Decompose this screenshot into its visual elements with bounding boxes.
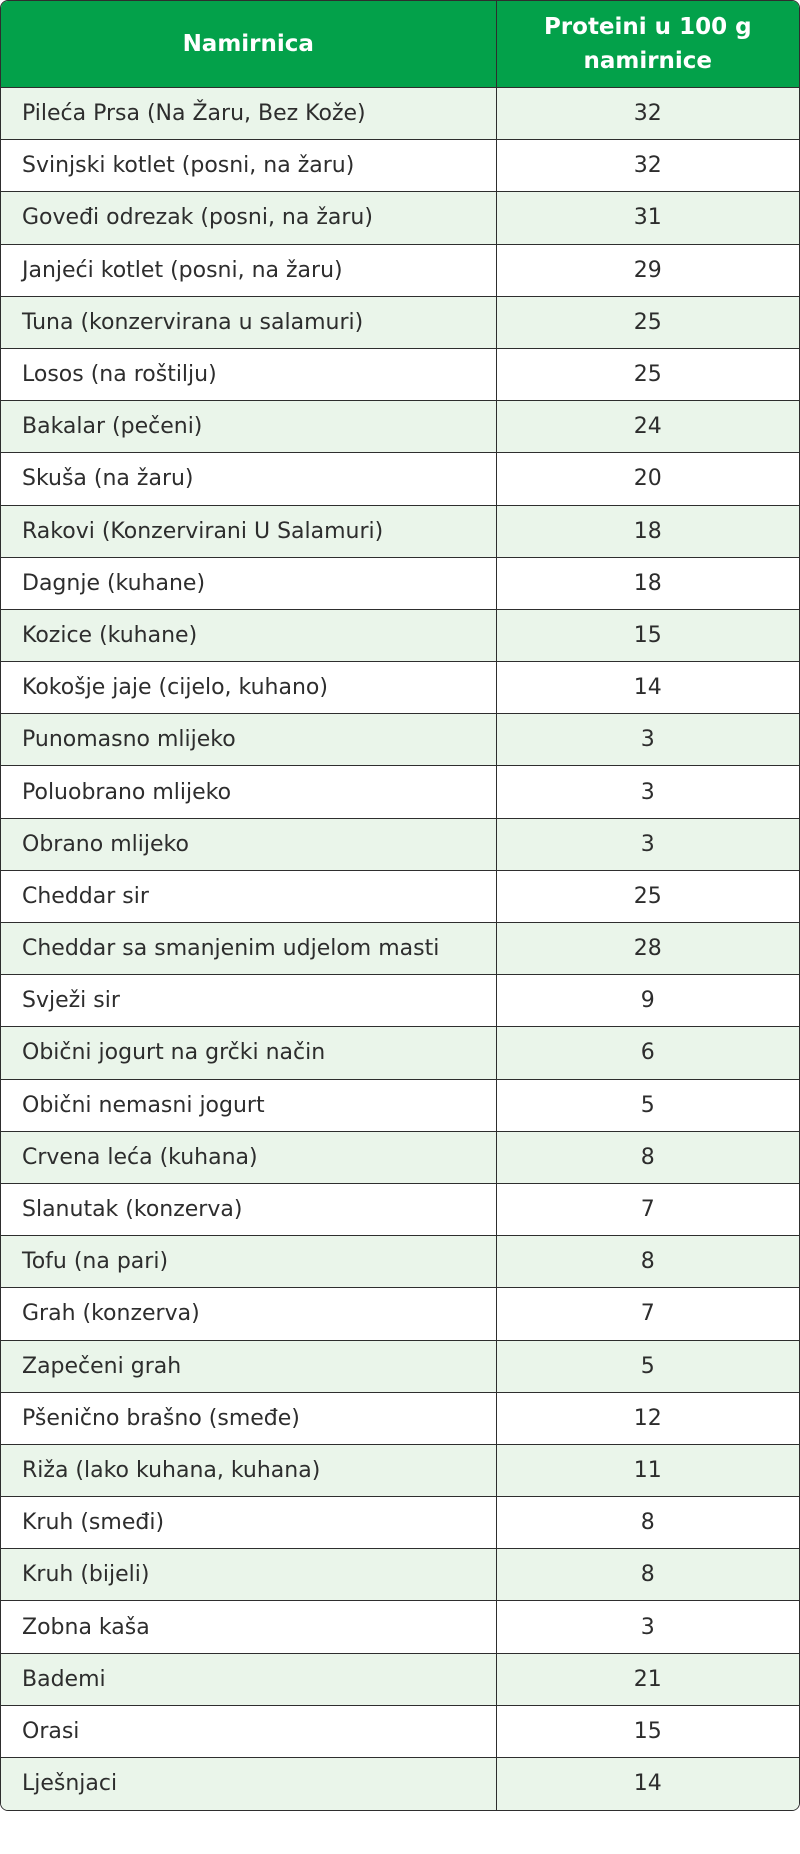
- food-name-cell: Kruh (smeđi): [1, 1497, 496, 1549]
- protein-value-cell: 5: [496, 1340, 799, 1392]
- food-name-cell: Tofu (na pari): [1, 1236, 496, 1288]
- protein-table-grid: [1, 1, 799, 1810]
- protein-value-cell: 24: [496, 401, 799, 453]
- table-row: [1, 140, 799, 192]
- table-header: [1, 1, 799, 88]
- protein-value-cell: 18: [496, 557, 799, 609]
- food-name-cell: Bademi: [1, 1653, 496, 1705]
- table-row: [1, 505, 799, 557]
- food-name-cell: Svježi sir: [1, 975, 496, 1027]
- food-name-cell: Cheddar sir: [1, 870, 496, 922]
- food-name-cell: Lješnjaci: [1, 1758, 496, 1810]
- table-row: [1, 766, 799, 818]
- food-name-cell: Rakovi (Konzervirani U Salamuri): [1, 505, 496, 557]
- table-row: [1, 975, 799, 1027]
- protein-value-cell: 8: [496, 1236, 799, 1288]
- table-row: [1, 401, 799, 453]
- protein-value-cell: 3: [496, 714, 799, 766]
- food-name-cell: Kokošje jaje (cijelo, kuhano): [1, 662, 496, 714]
- food-name-cell: Obični jogurt na grčki način: [1, 1027, 496, 1079]
- protein-value-cell: 15: [496, 1705, 799, 1757]
- food-name-cell: Poluobrano mlijeko: [1, 766, 496, 818]
- food-name-cell: Skuša (na žaru): [1, 453, 496, 505]
- food-name-cell: Kruh (bijeli): [1, 1549, 496, 1601]
- protein-value-cell: 3: [496, 766, 799, 818]
- food-name-cell: Punomasno mlijeko: [1, 714, 496, 766]
- header-food: Namirnica: [1, 1, 496, 88]
- protein-value-cell: 7: [496, 1288, 799, 1340]
- protein-value-cell: 15: [496, 609, 799, 661]
- table-row: [1, 244, 799, 296]
- protein-value-cell: 5: [496, 1079, 799, 1131]
- table-row: [1, 1027, 799, 1079]
- protein-value-cell: 7: [496, 1183, 799, 1235]
- food-name-cell: Tuna (konzervirana u salamuri): [1, 296, 496, 348]
- table-row: [1, 1131, 799, 1183]
- header-protein: Proteini u 100 g namirnice: [496, 1, 799, 88]
- protein-value-cell: 29: [496, 244, 799, 296]
- protein-value-cell: 25: [496, 870, 799, 922]
- food-name-cell: Losos (na roštilju): [1, 348, 496, 400]
- protein-value-cell: 3: [496, 818, 799, 870]
- protein-value-cell: 9: [496, 975, 799, 1027]
- table-row: [1, 1236, 799, 1288]
- table-body: [1, 88, 799, 1810]
- food-name-cell: Obrano mlijeko: [1, 818, 496, 870]
- table-row: [1, 1601, 799, 1653]
- protein-value-cell: 32: [496, 88, 799, 140]
- table-row: [1, 1758, 799, 1810]
- protein-value-cell: 6: [496, 1027, 799, 1079]
- protein-value-cell: 18: [496, 505, 799, 557]
- table-row: [1, 714, 799, 766]
- protein-value-cell: 14: [496, 1758, 799, 1810]
- table-row: [1, 923, 799, 975]
- protein-value-cell: 28: [496, 923, 799, 975]
- food-name-cell: Pšenično brašno (smeđe): [1, 1392, 496, 1444]
- food-name-cell: Obični nemasni jogurt: [1, 1079, 496, 1131]
- protein-value-cell: 3: [496, 1601, 799, 1653]
- table-row: [1, 818, 799, 870]
- food-name-cell: Bakalar (pečeni): [1, 401, 496, 453]
- table-row: [1, 609, 799, 661]
- protein-value-cell: 32: [496, 140, 799, 192]
- table-row: [1, 1444, 799, 1496]
- food-name-cell: Cheddar sa smanjenim udjelom masti: [1, 923, 496, 975]
- food-name-cell: Zobna kaša: [1, 1601, 496, 1653]
- food-name-cell: Janjeći kotlet (posni, na žaru): [1, 244, 496, 296]
- table-row: [1, 192, 799, 244]
- header-row: [1, 1, 799, 88]
- food-name-cell: Riža (lako kuhana, kuhana): [1, 1444, 496, 1496]
- food-name-cell: Crvena leća (kuhana): [1, 1131, 496, 1183]
- table-row: [1, 1392, 799, 1444]
- protein-value-cell: 20: [496, 453, 799, 505]
- food-name-cell: Grah (konzerva): [1, 1288, 496, 1340]
- food-name-cell: Kozice (kuhane): [1, 609, 496, 661]
- table-row: [1, 870, 799, 922]
- food-name-cell: Zapečeni grah: [1, 1340, 496, 1392]
- protein-value-cell: 25: [496, 348, 799, 400]
- table-row: [1, 1705, 799, 1757]
- table-row: [1, 296, 799, 348]
- table-row: [1, 1549, 799, 1601]
- table-row: [1, 348, 799, 400]
- protein-value-cell: 14: [496, 662, 799, 714]
- protein-value-cell: 8: [496, 1549, 799, 1601]
- food-name-cell: Svinjski kotlet (posni, na žaru): [1, 140, 496, 192]
- table-row: [1, 88, 799, 140]
- food-name-cell: Slanutak (konzerva): [1, 1183, 496, 1235]
- protein-value-cell: 21: [496, 1653, 799, 1705]
- table-row: [1, 453, 799, 505]
- protein-value-cell: 11: [496, 1444, 799, 1496]
- table-row: [1, 1288, 799, 1340]
- table-row: [1, 1079, 799, 1131]
- table-row: [1, 1497, 799, 1549]
- table-row: [1, 662, 799, 714]
- table-row: [1, 1653, 799, 1705]
- food-name-cell: Pileća Prsa (Na Žaru, Bez Kože): [1, 88, 496, 140]
- food-name-cell: Goveđi odrezak (posni, na žaru): [1, 192, 496, 244]
- food-name-cell: Dagnje (kuhane): [1, 557, 496, 609]
- table-row: [1, 1183, 799, 1235]
- table-row: [1, 557, 799, 609]
- protein-value-cell: 31: [496, 192, 799, 244]
- table-row: [1, 1340, 799, 1392]
- protein-value-cell: 8: [496, 1131, 799, 1183]
- protein-value-cell: 8: [496, 1497, 799, 1549]
- protein-value-cell: 12: [496, 1392, 799, 1444]
- food-name-cell: Orasi: [1, 1705, 496, 1757]
- protein-value-cell: 25: [496, 296, 799, 348]
